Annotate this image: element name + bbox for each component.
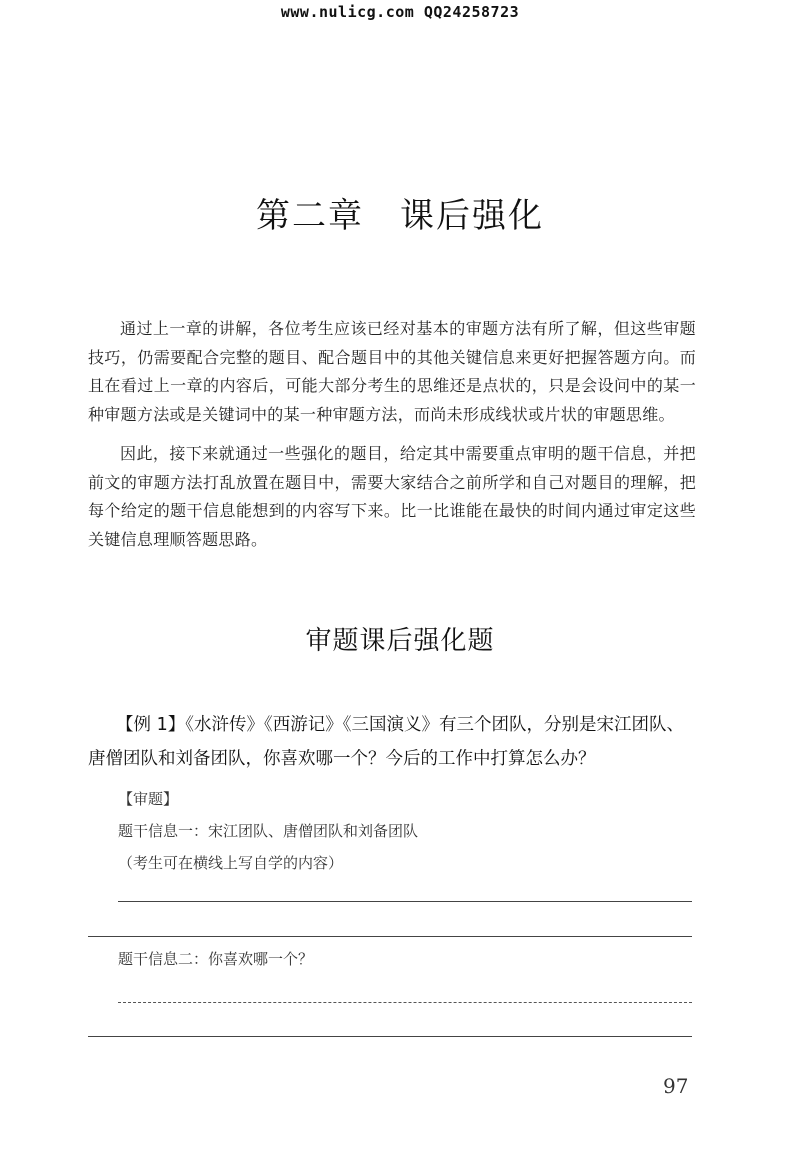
answer-line[interactable]: [88, 1036, 692, 1037]
answer-line[interactable]: [88, 936, 692, 937]
intro-paragraph-1: 通过上一章的讲解，各位考生应该已经对基本的审题方法有所了解，但这些审题技巧，仍需要配合完整的题目、配合题目中的其他关键信息来更好把握答题方向。而且在看过上一章的内容后，可能大部分考生的思维还是点状的，只是会设问中的某一种审题方法或是关键词中的某一种审题方法，而尚未形成线状或片状的审题思维。: [88, 319, 696, 424]
stem-info-1: 题干信息一：宋江团队、唐僧团队和刘备团队: [118, 822, 419, 840]
example-question: 【例 1】《水浒传》《西游记》《三国演义》有三个团队，分别是宋江团队、唐僧团队和刘备团队，你喜欢哪一个？今后的工作中打算怎么办？: [88, 715, 684, 769]
watermark-header: www.nulicg.com QQ24258723: [280, 3, 520, 21]
answer-line[interactable]: [118, 1002, 692, 1003]
intro-paragraph-2: 因此，接下来就通过一些强化的题目，给定其中需要重点审明的题干信息，并把前文的审题方法打乱放置在题目中，需要大家结合之前所学和自己对题目的理解，把每个给定的题干信息能想到的内容写下来。比一比谁能在最快的时间内通过审定这些关键信息理顺答题思路。: [88, 444, 696, 549]
answer-line[interactable]: [118, 901, 692, 902]
writing-instruction-note: （考生可在横线上写自学的内容）: [118, 854, 344, 872]
stem-info-2: 题干信息二：你喜欢哪一个？: [118, 950, 314, 968]
section-title: 审题课后强化题: [305, 626, 495, 656]
page-number: 97: [663, 1074, 689, 1098]
chapter-title: 第二章 课后强化: [256, 196, 544, 236]
analysis-label: 【审题】: [118, 790, 179, 808]
